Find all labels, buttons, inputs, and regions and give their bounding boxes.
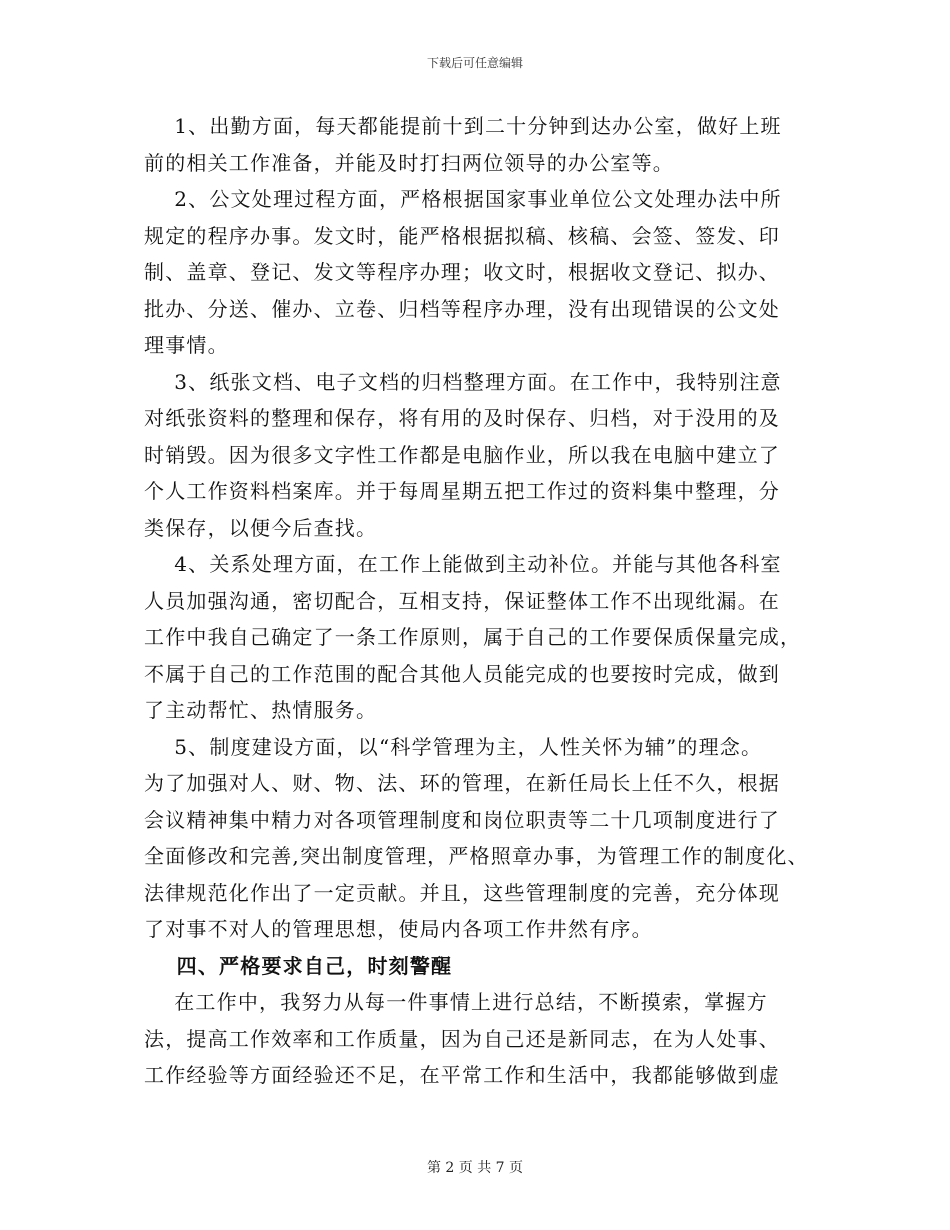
paragraph-line: 全面修改和完善,突出制度管理，严格照章办事，为管理工作的制度化、 xyxy=(144,844,809,868)
section-heading: 四、严格要求自己，时刻警醒 xyxy=(144,953,453,978)
paragraph-line: 了主动帮忙、热情服务。 xyxy=(144,698,378,722)
paragraph-line: 5、制度建设方面，以“科学管理为主，人性关怀为辅”的理念。 xyxy=(144,734,763,759)
paragraph-line: 制、盖章、登记、发文等程序办理；收文时，根据收文登记、拟办、 xyxy=(144,260,780,284)
paragraph-line: 不属于自己的工作范围的配合其他人员能完成的也要按时完成，做到 xyxy=(144,661,780,686)
page-header: 下载后可任意编辑 xyxy=(426,56,523,70)
paragraph-line: 个人工作资料档案库。并于每周星期五把工作过的资料集中整理，分 xyxy=(144,479,780,503)
paragraph-line: 规定的程序办事。发文时，能严格根据拟稿、核稿、会签、签发、印 xyxy=(144,223,780,248)
paragraph-line: 法，提高工作效率和工作质量，因为自己还是新同志，在为人处事、 xyxy=(144,1026,780,1051)
paragraph-line: 类保存，以便今后查找。 xyxy=(144,515,378,540)
paragraph-line: 2、公文处理过程方面，严格根据国家事业单位公文处理办法中所 xyxy=(144,187,782,211)
paragraph-line: 工作经验等方面经验还不足，在平常工作和生活中，我都能够做到虚 xyxy=(144,1063,780,1087)
paragraph-line: 时销毁。因为很多文字性工作都是电脑作业，所以我在电脑中建立了 xyxy=(144,442,780,467)
paragraph-line: 在工作中，我努力从每一件事情上进行总结，不断摸索，掌握方 xyxy=(144,990,768,1014)
paragraph-line: 3、纸张文档、电子文档的归档整理方面。在工作中，我特别注意 xyxy=(144,369,782,394)
paragraph-line: 会议精神集中精力对各项管理制度和岗位职责等二十几项制度进行了 xyxy=(144,807,780,832)
page-number: 第 2 页 共 7 页 xyxy=(426,1160,524,1176)
paragraph-line: 理事情。 xyxy=(144,333,229,357)
paragraph-line: 为了加强对人、财、物、法、环的管理，在新任局长上任不久，根据 xyxy=(144,771,780,795)
paragraph-line: 对纸张资料的整理和保存，将有用的及时保存、归档，对于没用的及 xyxy=(144,406,780,430)
document-body xyxy=(144,108,816,1094)
paragraph-line: 1、出勤方面，每天都能提前十到二十分钟到达办公室，做好上班 xyxy=(144,114,782,138)
paragraph-line: 了对事不对人的管理思想，使局内各项工作井然有序。 xyxy=(144,917,653,941)
paragraph-line: 前的相关工作准备，并能及时打扫两位领导的办公室等。 xyxy=(144,150,674,175)
paragraph-line: 批办、分送、催办、立卷、归档等程序办理，没有出现错误的公文处 xyxy=(144,296,780,321)
paragraph-line: 人员加强沟通，密切配合，互相支持，保证整体工作不出现纰漏。在 xyxy=(144,588,780,613)
paragraph-line: 工作中我自己确定了一条工作原则，属于自己的工作要保质保量完成， xyxy=(144,625,802,649)
paragraph-line: 法律规范化作出了一定贡献。并且，这些管理制度的完善，充分体现 xyxy=(144,880,780,905)
paragraph-line: 4、关系处理方面，在工作上能做到主动补位。并能与其他各科室 xyxy=(144,552,782,576)
